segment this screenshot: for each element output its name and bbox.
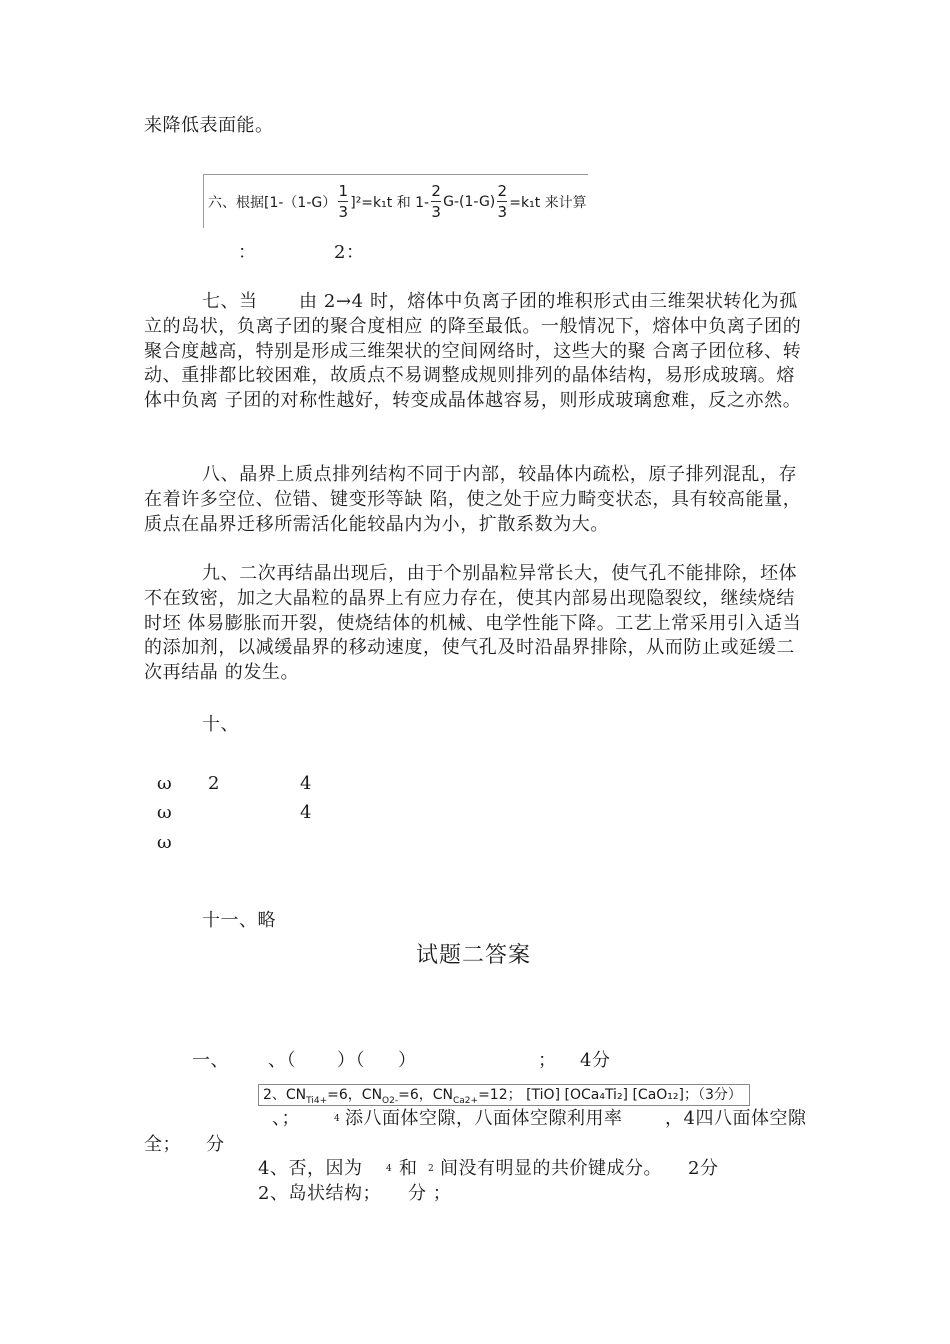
eq-frac3-den: 3 [497,203,508,221]
answer-4-sub: 2 [428,1164,434,1174]
paragraph-8: 八、晶界上质点排列结构不同于内部，较晶体内疏松，原子排列混乱，存在着许多空位、位错、键变形等缺 陷，使之处于应力畸变状态，具有较高能量，质点在晶界迁移所需活化能较晶内为小，扩散系数为大。 [144,464,802,535]
cn-text: =6，CN [327,1087,383,1103]
eq-mid2: G-(1-G) [443,193,496,210]
answer-3-cont: 分 [206,1134,225,1155]
omega-value: 2 [208,773,220,794]
omega-symbol: ω [157,773,173,794]
colon-b: 2： [334,242,365,263]
answer-3-part: 添八面体空隙，八面体空隙利用率 [345,1108,623,1129]
eq-frac3-num: 2 [497,182,508,200]
eq-fraction-1 [338,182,348,221]
page-title: 试题二答案 [416,943,532,968]
eq-suffix: =k₁t 来计算 [509,194,587,211]
answer-5-part: 2、岛状结构； [258,1183,381,1204]
omega-value: 4 [300,773,312,794]
answer-3-cont: 全； [144,1134,181,1155]
answer-3-part: 、； [272,1108,300,1129]
omega-symbol: ω [157,802,173,823]
omega-value: 4 [300,802,312,823]
eq-frac2-den: 3 [431,203,441,221]
answer-2-formula-box [258,1084,750,1106]
eq-mid1: ]²=k₁t 和 1- [350,194,430,211]
answer-3-part: ，4四八面体空隙 [665,1108,807,1129]
answer-4-part: 4、否，因为 [258,1158,363,1179]
answer-1-part: 、（ [268,1050,296,1071]
paragraph-7: 由 2→4 时，熔体中负离子团的堆积形式由三维架状转化为孤立的岛状，负离子团的聚合度相应 的降至最低。一般情况下，熔体中负离子团的聚合度越高，特别是形成三维架状的空间网络时，这些大的聚 合离子团位移、转动、重排都比较困难，故质点不易调整成规则排列的晶体结构，易形成玻璃。熔体中负离 子团的对称性越好，转变成晶体越容易，则形成玻璃愈难，反之亦然。 [144,291,802,412]
omega-symbol: ω [157,832,173,853]
answer-1-label: 一、 [192,1050,229,1071]
eq-frac1-den: 3 [338,203,348,221]
answer-4-part: 和 [399,1158,418,1179]
answer-4-part: 间没有明显的共价键成分。 [440,1158,662,1179]
eq-prefix: 六、根据[1-（1-G） [208,194,337,211]
answer-1-part: ）（ [337,1050,365,1071]
section-ten-label: 十、 [202,714,239,735]
answer-1-part: ； [538,1050,557,1071]
answer-4-score: 2分 [688,1158,719,1179]
equation-image [203,174,588,228]
answer-3-sub: 4 [334,1114,340,1124]
answer-4-sub: 4 [386,1164,392,1174]
eq-fraction-2 [431,182,441,221]
cn-text: ] [OCa₄Ti₂] [CaO₁₂]；（3分） [554,1087,742,1103]
cn-sub: Ti4+ [306,1095,328,1106]
paragraph-9: 九、二次再结晶出现后，由于个别晶粒异常长大，使气孔不能排除，坯体不在致密，加之大晶粒的晶界上有应力存在，使其内部易出现隐裂纹，继续烧结时坯 体易膨胀而开裂，使烧结体的机械、电学性能下降。工艺上常采用引入适当的添加剂，以减缓晶界的移动速度，使气孔及时沿晶界排除，从而防止或延缓二次再结晶 的发生。 [144,563,802,684]
answer-1-part: ） [398,1050,417,1071]
cn-text: =6，CN [398,1087,453,1103]
eq-frac1-num: 1 [338,182,348,200]
colon-a: ： [238,242,257,263]
text-line-top: 来降低表面能。 [144,115,274,136]
eq-frac2-num: 2 [431,182,441,200]
answer-5-part: 分 ； [408,1183,452,1204]
cn-sub: Ca2+ [453,1095,479,1106]
section-eleven: 十一、略 [202,910,276,931]
cn-sub: O2- [382,1095,399,1106]
answer-1-score: 4分 [580,1050,611,1071]
cn-text: 2、CN [263,1087,307,1103]
eq-fraction-3 [497,182,507,221]
para7-lead: 七、当 [202,291,258,312]
cn-text: =12； [TiO [478,1087,555,1103]
